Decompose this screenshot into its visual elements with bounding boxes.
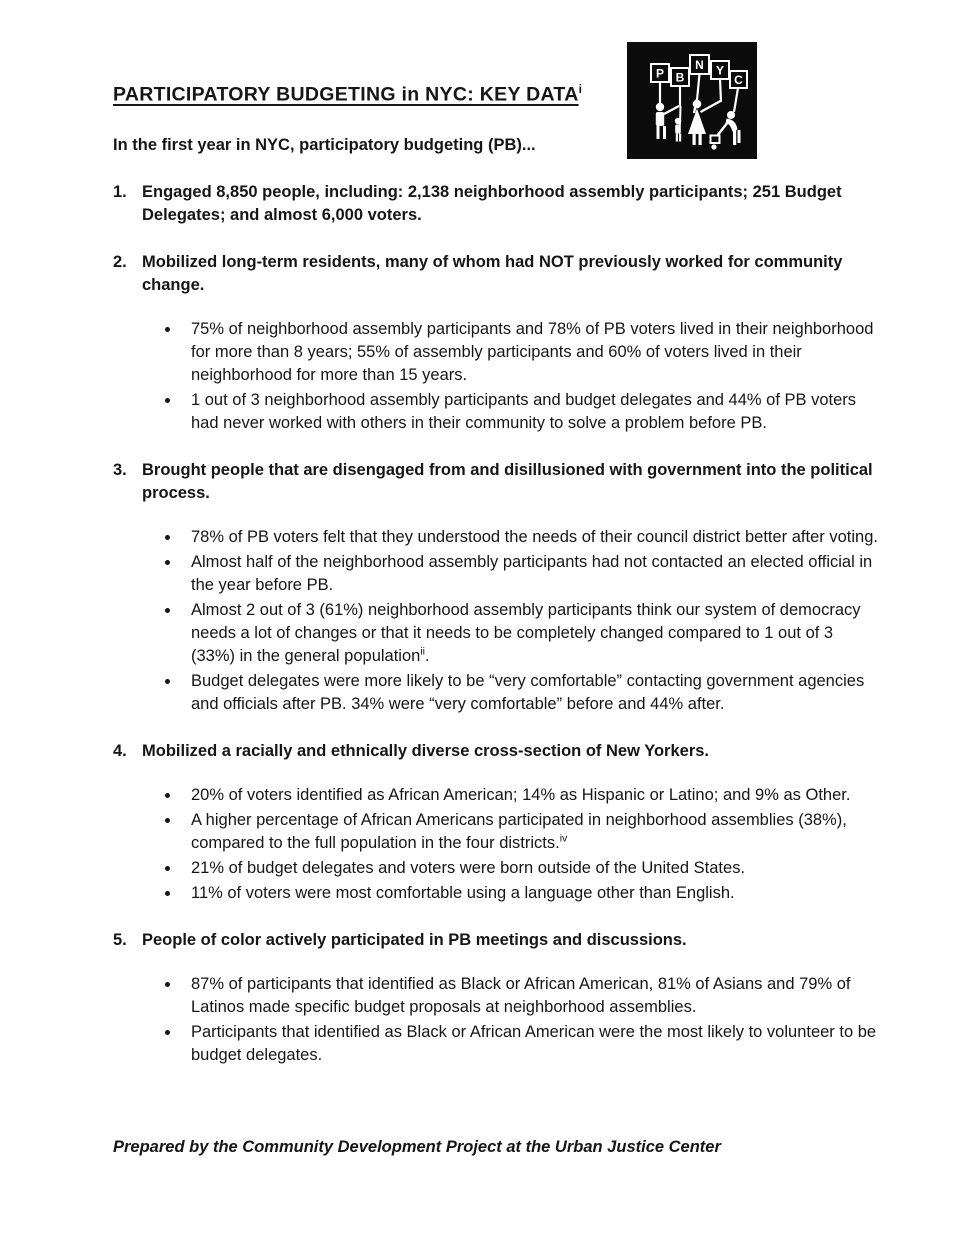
bullet-text: 87% of participants that identified as Black or African American, 81% of Asians and 79% of Latinos made specific budget proposals at neighborhood assemblies. [191,974,851,1016]
item-number: 2. [113,252,127,271]
bullet-text: 1 out of 3 neighborhood assembly participants and budget delegates and 44% of PB voters had never worked with others in their community to solve a problem before PB. [191,390,857,432]
bullet-item [181,670,878,716]
bullet-item [181,784,878,807]
footnote-marker: iv [559,832,568,844]
page-title-text: PARTICIPATORY BUDGETING in NYC: KEY DATA [113,83,579,106]
bullet-item [181,526,878,549]
bullet-text: Budget delegates were more likely to be “very comfortable” contacting government agencies and officials after PB. 34% were “very comfortable” before and 44% after. [191,671,865,713]
bullet-tail: . [425,646,430,665]
bullet-item [181,857,878,880]
bullet-list [181,973,878,1067]
logo-letter-p: P [655,66,665,81]
bullet-item [181,973,878,1019]
logo-letter-n: N [695,58,704,72]
item-heading: Engaged 8,850 people, including: 2,138 neighborhood assembly participants; 251 Budget Delegates; and almost 6,000 voters. [142,182,842,224]
item-heading: People of color actively participated in PB meetings and discussions. [142,930,687,949]
bullet-item [181,882,878,905]
bullet-item [181,809,878,855]
bullet-list [181,318,878,435]
numbered-item-3 [113,459,878,716]
bullet-list [181,784,878,905]
numbered-item-1 [113,181,878,227]
page-title [113,82,878,107]
bullet-item [181,1021,878,1067]
item-5-heading-row [113,929,878,952]
item-1-heading-row [113,181,878,227]
footer-text: Prepared by the Community Development Project at the Urban Justice Center [113,1138,721,1156]
logo-letter-b: B [675,70,685,85]
item-heading: Brought people that are disengaged from and disillusioned with government into the political process. [142,460,873,502]
bullet-item [181,389,878,435]
bullet-item [181,551,878,597]
item-heading: Mobilized a racially and ethnically diverse cross-section of New Yorkers. [142,741,710,760]
logo-letter-c: C [734,73,743,87]
bullet-item [181,599,878,668]
numbered-item-5 [113,929,878,1067]
bullet-text: 20% of voters identified as African American; 14% as Hispanic or Latino; and 9% as Other. [191,785,851,804]
item-4-heading-row [113,740,878,763]
item-number: 5. [113,930,127,949]
bullet-text: Participants that identified as Black or African American were the most likely to volunteer to be budget delegates. [191,1022,877,1064]
bullet-text: Almost half of the neighborhood assembly participants had not contacted an elected official in the year before PB. [191,552,873,594]
logo-letter-y: Y [715,63,725,78]
bullet-item [181,318,878,387]
item-number: 3. [113,460,127,479]
item-number: 4. [113,741,127,760]
item-number: 1. [113,182,127,201]
bullet-list [181,526,878,716]
numbered-item-2 [113,251,878,435]
bullet-text: Almost 2 out of 3 (61%) neighborhood assembly participants think our system of democracy needs a lot of changes or that it needs to be completely changed compared to 1 out of 3 (33%) in the general population [191,600,861,665]
bullet-text: 11% of voters were most comfortable using a language other than English. [191,883,735,902]
item-3-heading-row [113,459,878,505]
item-heading: Mobilized long-term residents, many of whom had NOT previously worked for community change. [142,252,843,294]
title-footnote-marker: i [578,82,583,96]
numbered-item-4 [113,740,878,905]
bullet-text: 75% of neighborhood assembly participants and 78% of PB voters lived in their neighborhood for more than 8 years; 55% of assembly participants and 60% of voters lived in their neighborhood for more than 15 years. [191,319,874,384]
footnote-marker: ii [420,645,425,657]
intro-text: In the first year in NYC, participatory budgeting (PB)... [113,135,536,154]
document-page [113,82,878,1069]
item-2-heading-row [113,251,878,297]
bullet-text: 78% of PB voters felt that they understood the needs of their council district better after voting. [191,527,878,546]
bullet-text: 21% of budget delegates and voters were born outside of the United States. [191,858,746,877]
bullet-text: A higher percentage of African Americans participated in neighborhood assemblies (38%), compared to the full population in the four districts. [191,810,847,852]
